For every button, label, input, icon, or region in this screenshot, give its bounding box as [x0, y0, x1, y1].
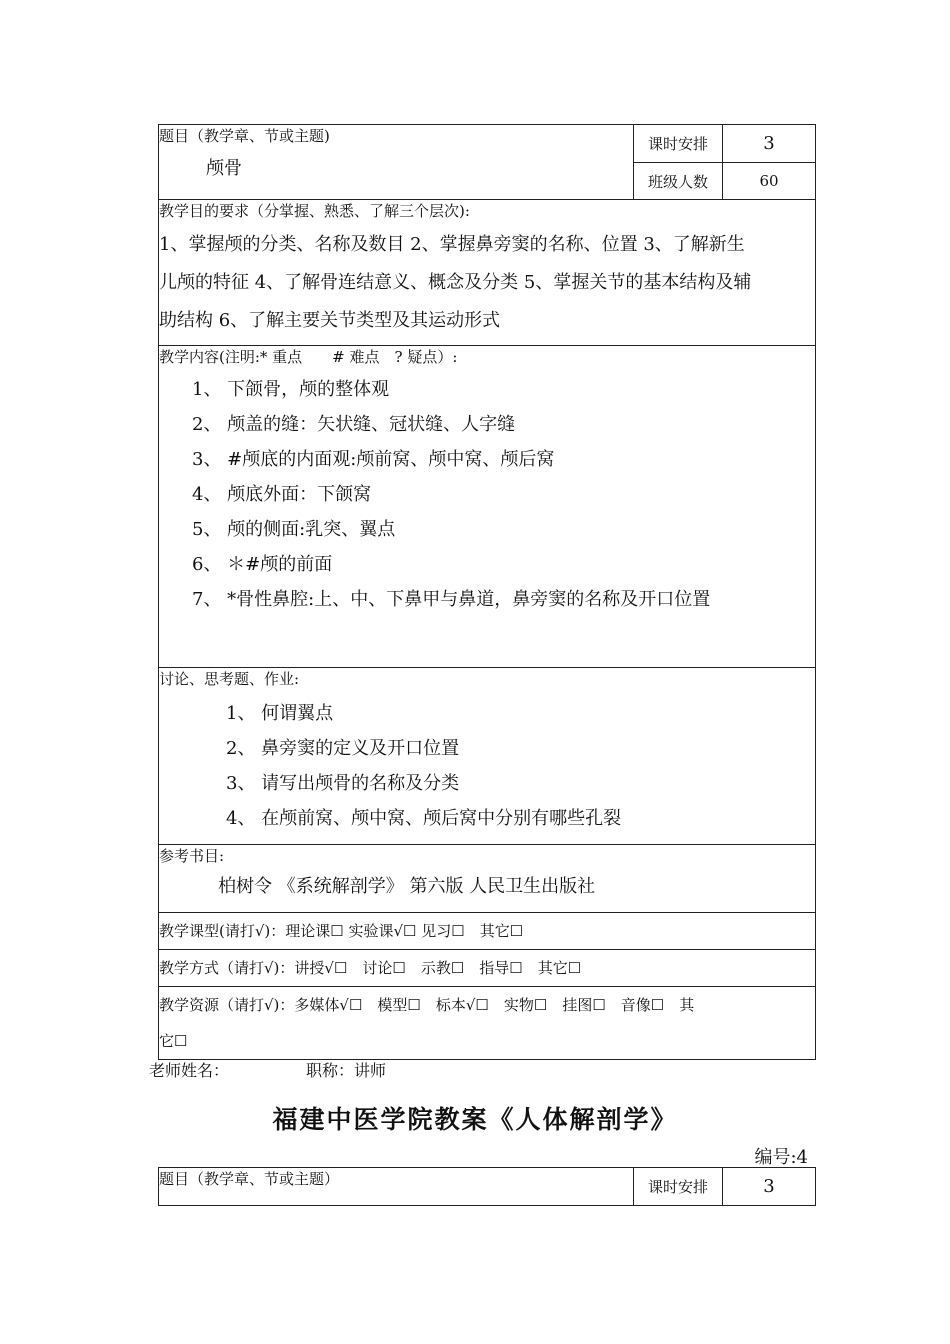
references-header: 参考书目: [159, 847, 225, 865]
next-topic-header: 题目（教学章、节或主题） [159, 1168, 634, 1206]
objectives-section [159, 200, 816, 346]
content-item: 4、 颅底外面：下颌窝 [192, 484, 372, 505]
discussion-header: 讨论、思考题、作业: [159, 670, 300, 688]
discussion-item: 4、 在颅前窝、颅中窝、颅后窝中分别有哪些孔裂 [226, 808, 622, 829]
class-size-value: 60 [723, 163, 816, 200]
teaching-resources-line: 教学资源（请打√)：多媒体√☐ 模型☐ 标本√☐ 实物☐ 挂图☐ 音像☐ 其 [159, 996, 695, 1014]
teacher-info [149, 1058, 386, 1081]
teaching-resources-line: 它☐ [159, 1032, 188, 1050]
content-item: 7、 *骨性鼻腔:上、中、下鼻甲与鼻道，鼻旁窦的名称及开口位置 [192, 589, 711, 610]
objectives-text [159, 226, 815, 340]
discussion-list [159, 696, 815, 836]
objectives-line: 助结构 6、了解主要关节类型及其运动形式 [159, 310, 501, 331]
topic-value: 颅骨 [206, 158, 242, 179]
lesson-plan-table [158, 124, 816, 1060]
discussion-section [159, 668, 816, 845]
objectives-line: 1、掌握颅的分类、名称及数目 2、掌握鼻旁窦的名称、位置 3、了解新生 [159, 234, 745, 255]
discussion-item: 2、 鼻旁窦的定义及开口位置 [226, 738, 460, 759]
content-list [159, 372, 815, 617]
topic-cell [159, 125, 634, 200]
teacher-name-label: 老师姓名： [149, 1061, 230, 1080]
discussion-item: 3、 请写出颅骨的名称及分类 [226, 773, 460, 794]
reference-entry: 柏树令 《系统解剖学》 第六版 人民卫生出版社 [218, 876, 596, 897]
content-item: 5、 颅的侧面:乳突、翼点 [192, 519, 396, 540]
job-title-value: 讲师 [354, 1061, 387, 1080]
page-title: 福建中医学院教案《人体解剖学》 [272, 1105, 678, 1134]
discussion-item: 1、 何谓翼点 [226, 703, 334, 724]
serial-number: 编号:4 [754, 1147, 808, 1168]
topic-header: 题目（教学章、节或主题) [159, 127, 330, 145]
teaching-resources-row [159, 987, 816, 1060]
class-size-label: 班级人数 [634, 163, 723, 200]
references-section [159, 845, 816, 913]
job-title-label: 职称： [306, 1061, 355, 1080]
next-hours-value: 3 [723, 1168, 816, 1206]
content-section [159, 346, 816, 668]
course-type-row: 教学课型(请打√)：理论课☐ 实验课√☐ 见习☐ 其它☐ [159, 913, 816, 950]
next-hours-label: 课时安排 [634, 1168, 723, 1206]
next-lesson-plan-table [158, 1167, 816, 1206]
content-item: 2、 颅盖的缝：矢状缝、冠状缝、人字缝 [192, 414, 516, 435]
objectives-line: 儿颅的特征 4、了解骨连结意义、概念及分类 5、掌握关节的基本结构及辅 [159, 272, 752, 293]
content-item: 1、 下颌骨，颅的整体观 [192, 379, 390, 400]
hours-label: 课时安排 [634, 125, 723, 163]
content-item: 3、 #颅底的内面观:颅前窝、颅中窝、颅后窝 [192, 449, 555, 470]
teaching-method-row: 教学方式（请打√)：讲授√☐ 讨论☐ 示教☐ 指导☐ 其它☐ [159, 950, 816, 987]
content-item: 6、 ＊#颅的前面 [192, 554, 333, 575]
objectives-header: 教学目的要求（分掌握、熟悉、了解三个层次): [159, 202, 470, 220]
content-header: 教学内容(注明:* 重点 # 难点 ? 疑点）: [159, 348, 458, 366]
hours-value: 3 [723, 125, 816, 163]
